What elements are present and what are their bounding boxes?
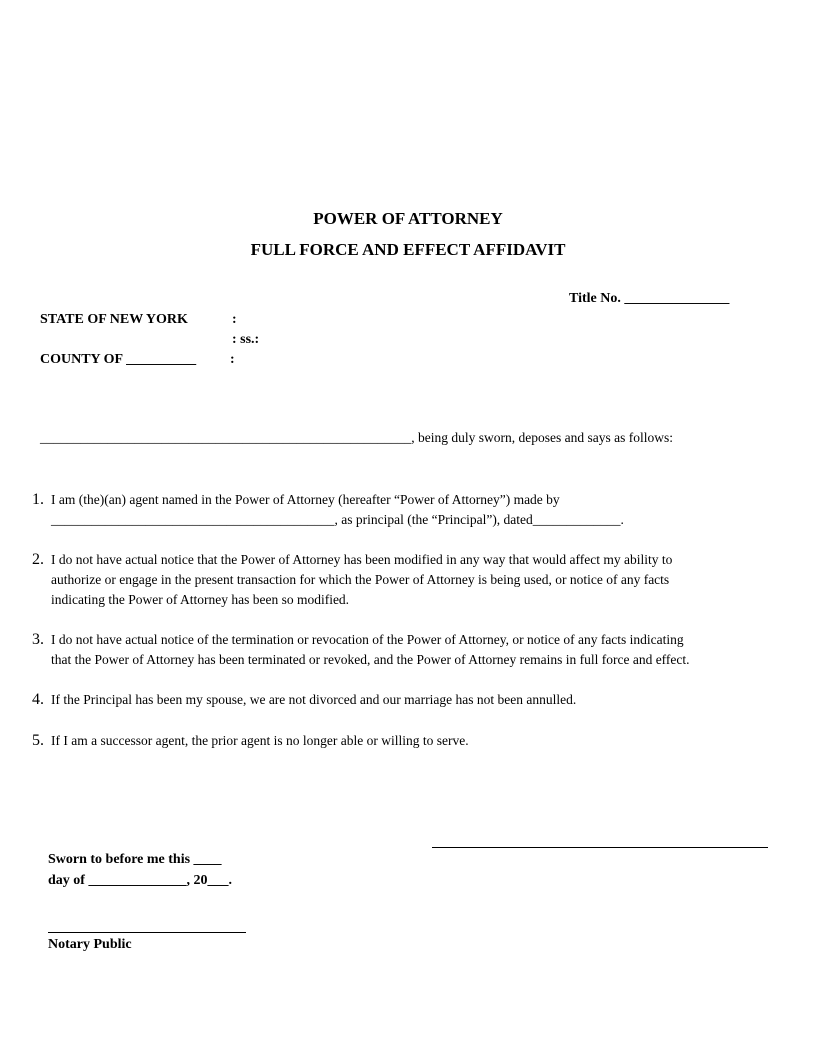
county-field[interactable]: COUNTY OF __________	[40, 352, 197, 367]
item-number: 4.	[32, 691, 44, 708]
sworn-month-year-field[interactable]: day of ______________, 20___.	[48, 873, 232, 888]
ss-label: : ss.:	[232, 332, 260, 347]
notary-public-label: Notary Public	[48, 937, 132, 952]
item-line: I do not have actual notice of the termination or revocation of the Power of Attorney, or notice of any facts indicating	[51, 632, 684, 647]
principal-date-field[interactable]: __________________________________________, as principal (the “Principal”), dated_____________.	[51, 512, 624, 527]
deponent-name-field[interactable]: _______________________________________________________, being duly sworn, deposes and says as follows:	[40, 430, 673, 445]
item-number: 2.	[32, 551, 44, 568]
title-number-field[interactable]: Title No. _______________	[569, 291, 730, 306]
item-line: indicating the Power of Attorney has been so modified.	[51, 592, 350, 607]
item-line: that the Power of Attorney has been terminated or revoked, and the Power of Attorney remains in full force and effect.	[51, 652, 690, 667]
state-label: STATE OF NEW YORK	[40, 312, 188, 327]
item-line: I do not have actual notice that the Power of Attorney has been modified in any way that would affect my ability to	[51, 552, 673, 567]
item-line: I am (the)(an) agent named in the Power of Attorney (hereafter “Power of Attorney”) made by	[51, 492, 560, 507]
sworn-date-field[interactable]: Sworn to before me this ____	[48, 852, 222, 867]
item-line: If the Principal has been my spouse, we are not divorced and our marriage has not been annulled.	[51, 692, 577, 707]
signature-line[interactable]	[432, 847, 768, 848]
venue-colon-2: :	[230, 352, 235, 367]
item-number: 3.	[32, 631, 44, 648]
item-number: 5.	[32, 732, 44, 749]
item-line: authorize or engage in the present transaction for which the Power of Attorney is being used, or notice of any facts	[51, 572, 670, 587]
item-number: 1.	[32, 491, 44, 508]
item-line: If I am a successor agent, the prior agent is no longer able or willing to serve.	[51, 733, 469, 748]
document-title: POWER OF ATTORNEY	[313, 209, 503, 228]
venue-colon-1: :	[232, 312, 237, 327]
notary-signature-line[interactable]	[48, 932, 246, 933]
document-subtitle: FULL FORCE AND EFFECT AFFIDAVIT	[250, 240, 566, 259]
